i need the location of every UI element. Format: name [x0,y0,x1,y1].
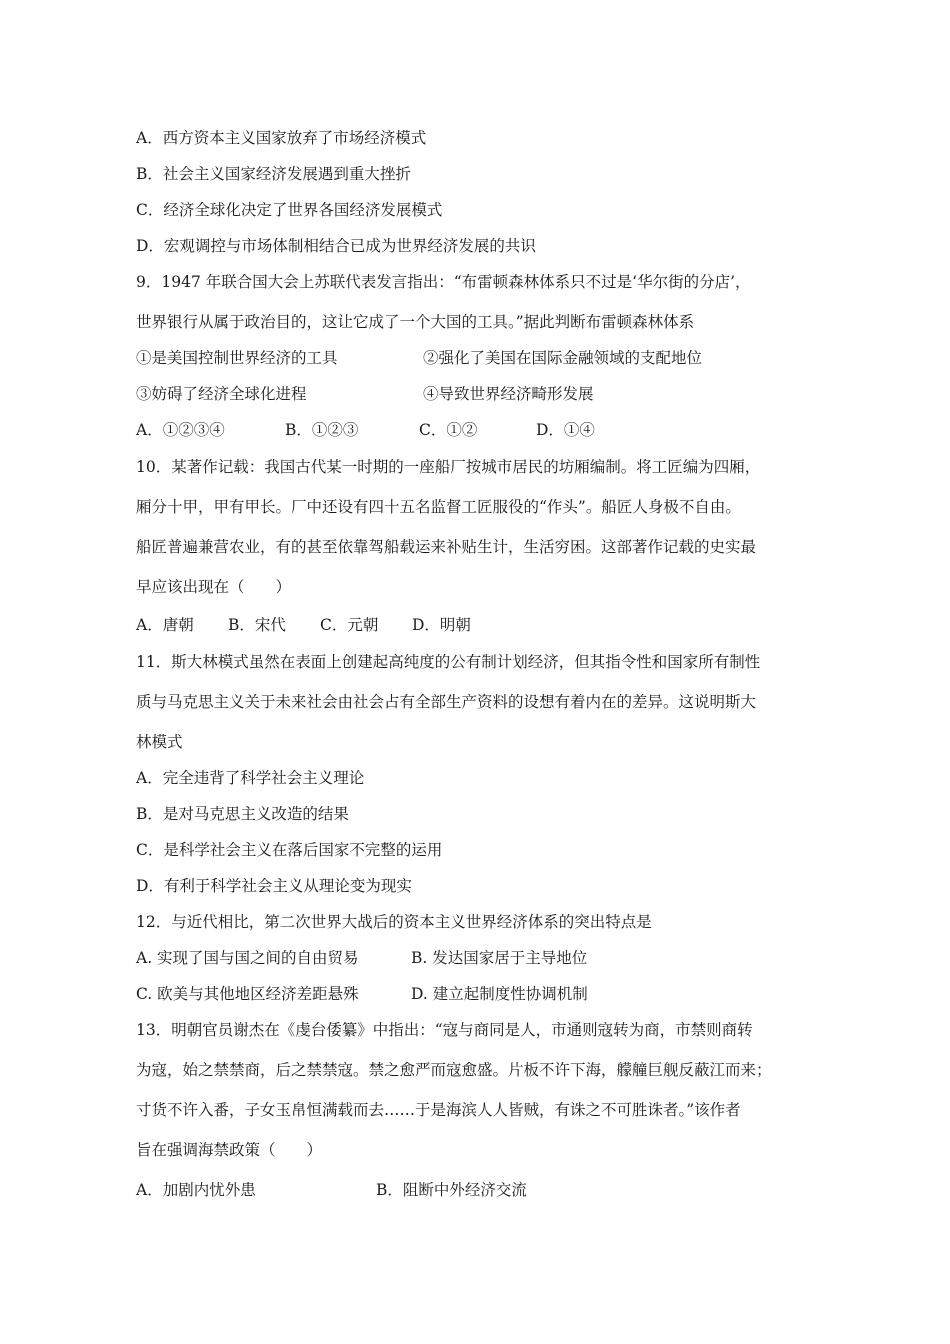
q8-option-b: B．社会主义国家经济发展遇到重大挫折 [136,165,411,183]
q12-option-a: A. 实现了国与国之间的自由贸易 [136,949,359,967]
q9-statement-1: ①是美国控制世界经济的工具 [136,349,338,367]
q12-option-b: B. 发达国家居于主导地位 [411,949,588,967]
q10-option-d: D．明朝 [412,616,471,634]
q9-statement-3: ③妨碍了经济全球化进程 [136,385,307,403]
q13-option-a: A．加剧内忧外患 [136,1181,256,1199]
q10-option-c: C．元朝 [320,616,379,634]
q11-stem-line-1: 11．斯大林模式虽然在表面上创建起高纯度的公有制计划经济，但其指令性和国家所有制性 [136,653,761,671]
q11-option-a: A．完全违背了科学社会主义理论 [136,769,365,787]
q9-statements-row-1 [136,348,703,368]
q12-option-c: C. 欧美与其他地区经济差距悬殊 [136,985,359,1003]
q9-statement-2: ②强化了美国在国际金融领域的支配地位 [423,349,703,367]
q10-option-a: A．唐朝 [136,616,194,634]
q13-option-b: B．阻断中外经济交流 [376,1181,527,1199]
q13-stem-line-3: 寸货不许入番，子女玉帛恒满载而去……于是海滨人人皆贼，有诛之不可胜诛者。”该作者 [136,1101,741,1119]
q9-stem-line-2: 世界银行从属于政治目的，这让它成了一个大国的工具。”据此判断布雷顿森林体系 [136,313,695,331]
q11-option-b: B．是对马克思主义改造的结果 [136,805,349,823]
q9-statement-4: ④导致世界经济畸形发展 [423,385,594,403]
q8-option-d: D．宏观调控与市场体制相结合已成为世界经济发展的共识 [136,237,536,255]
q9-statements-row-2 [136,384,594,404]
q10-stem-line-1: 10．某著作记载：我国古代某一时期的一座船厂按城市居民的坊厢编制。将工匠编为四厢， [136,458,761,476]
q8-option-c: C．经济全球化决定了世界各国经济发展模式 [136,201,443,219]
q11-stem-line-2: 质与马克思主义关于未来社会由社会占有全部生产资料的设想有着内在的差异。这说明斯大 [136,693,757,711]
q13-stem-line-4: 旨在强调海禁政策（ ） [136,1141,323,1159]
q8-option-a: A．西方资本主义国家放弃了市场经济模式 [136,129,427,147]
q11-stem-line-3: 林模式 [136,733,183,751]
q12-option-d: D. 建立起制度性协调机制 [411,985,588,1003]
q10-stem-line-4: 早应该出现在（ ） [136,578,292,596]
q10-stem-line-2: 厢分十甲，甲有甲长。厂中还设有四十五名监督工匠服役的“作头”。船匠人身极不自由。 [136,498,741,516]
q9-option-a: A．①②③④ [136,421,225,439]
q10-option-b: B．宋代 [228,616,286,634]
q9-option-c: C．①② [419,421,478,439]
q11-option-c: C．是科学社会主义在落后国家不完整的运用 [136,841,443,859]
q10-stem-line-3: 船匠普遍兼营农业，有的甚至依靠驾船载运来补贴生计，生活穷困。这部著作记载的史实最 [136,538,757,556]
q13-stem-line-2: 为寇，始之禁禁商，后之禁禁寇。禁之愈严而寇愈盛。片板不许下海，艨艟巨舰反蔽江而来； [136,1061,772,1079]
q12-stem: 12．与近代相比，第二次世界大战后的资本主义世界经济体系的突出特点是 [136,913,652,931]
q13-stem-line-1: 13．明朝官员谢杰在《虔台倭纂》中指出：“寇与商同是人，市通则寇转为商，市禁则商转 [136,1021,753,1039]
q11-option-d: D．有利于科学社会主义从理论变为现实 [136,877,412,895]
q9-option-d: D．①④ [536,421,595,439]
q9-option-b: B．①②③ [285,421,359,439]
q9-stem-line-1: 9．1947 年联合国大会上苏联代表发言指出：“布雷顿森林体系只不过是‘华尔街的分店’， [136,273,751,291]
